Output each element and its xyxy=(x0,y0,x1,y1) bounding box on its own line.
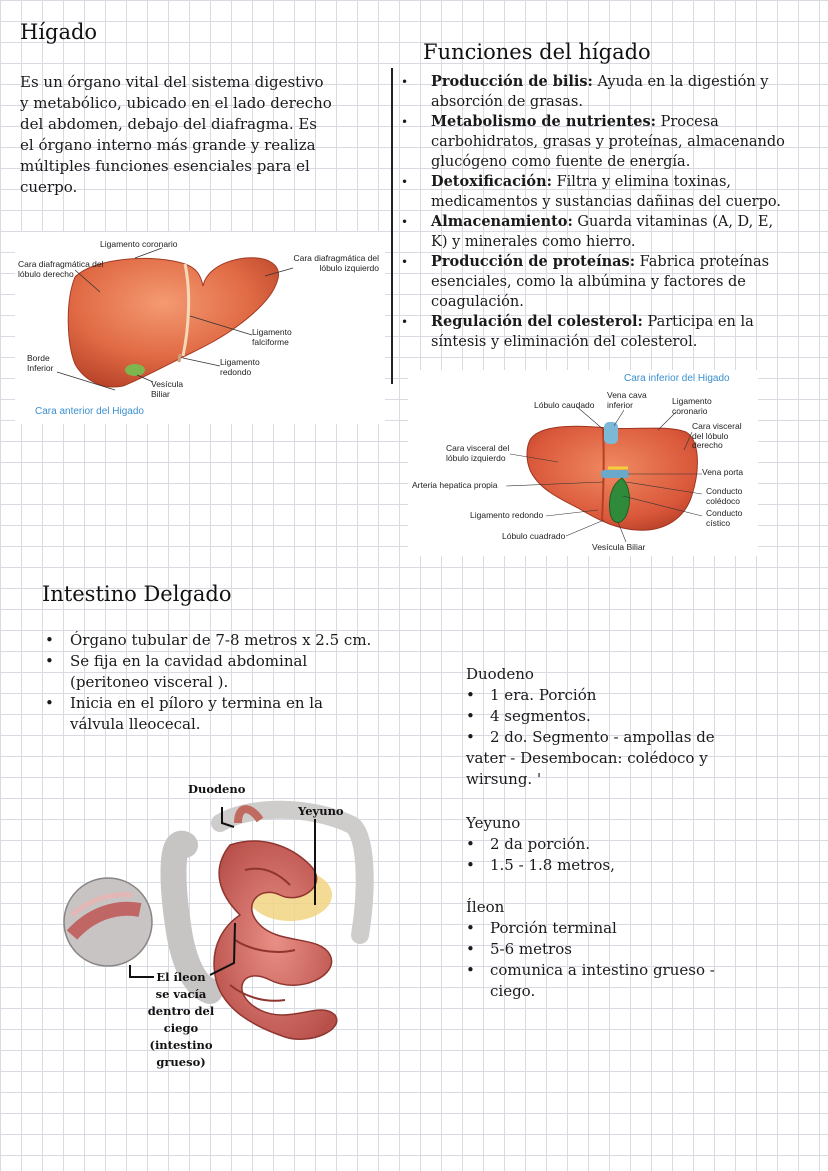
yeyuno-list xyxy=(466,834,811,876)
section-yeyuno xyxy=(466,813,811,876)
function-item: • Metabolismo de nutrientes: Procesa carbohidratos, grasas y proteínas, almacenando glucógeno como fuente de energía. xyxy=(401,113,785,170)
yeyuno-item: • 1.5 - 1.8 metros, xyxy=(466,856,615,874)
liver-anterior-diagram xyxy=(15,232,385,424)
duodeno-tail-line: vater - Desembocan: colédoco y xyxy=(466,749,708,767)
label-coronary-ligament: Ligamento coronario xyxy=(100,239,178,249)
function-item: • Producción de bilis: Ayuda en la digestión y absorción de grasas. xyxy=(401,73,769,110)
label-right-visceral-face: Cara visceral del lóbulo derecho xyxy=(692,421,742,450)
function-item: • Detoxificación: Filtra y elimina toxinas, medicamentos y sustancias dañinas del cuerpo. xyxy=(401,173,781,210)
label-inferior-border: Borde Inferior xyxy=(27,353,54,373)
intro-line: del abdomen, debajo del diafragma. Es xyxy=(20,115,317,133)
intro-line: Es un órgano vital del sistema digestivo xyxy=(20,73,324,91)
duodeno-item: • 1 era. Porción xyxy=(466,686,597,704)
yeyuno-title: Yeyuno xyxy=(466,814,521,832)
inferior-caption: Cara inferior del Higado xyxy=(624,373,730,384)
intro-line: el órgano interno más grande y realiza xyxy=(20,136,316,154)
liver-inferior-diagram xyxy=(408,370,758,556)
duodeno-tail-line: wirsung. ' xyxy=(466,770,542,788)
label-left-visceral-face: Cara visceral del lóbulo izquierdo xyxy=(446,443,510,463)
intestine-bullets xyxy=(45,630,415,735)
ileon-item: • 5-6 metros xyxy=(466,940,572,958)
label-yeyuno: Yeyuno xyxy=(298,804,344,818)
label-quadrate-lobe: Lóbulo cuadrado xyxy=(502,531,566,541)
section-duodeno xyxy=(466,664,811,790)
label-caudate-lobe: Lóbulo caudado xyxy=(534,400,595,410)
function-item: • Almacenamiento: Guarda vitaminas (A, D, E, K) y minerales como hierro. xyxy=(401,213,774,250)
intestine-bullet: • Órgano tubular de 7-8 metros x 2.5 cm. xyxy=(45,631,372,649)
function-item: • Producción de proteínas: Fabrica proteínas esenciales, como la albúmina y factores de coagulación. xyxy=(401,253,770,310)
label-ileon: El íleon se vacía dentro del ciego (intestino grueso) xyxy=(147,970,215,1069)
label-gallbladder: Vesícula Biliar xyxy=(151,379,184,399)
label-portal-vein: Vena porta xyxy=(702,467,744,477)
intestine-bullet: • Se fija en la cavidad abdominal (peritoneo visceral ). xyxy=(45,652,308,691)
label-coronary-ligament-inf: Ligamento coronario xyxy=(672,396,712,416)
duodeno-item: • 4 segmentos. xyxy=(466,707,591,725)
intro-line: cuerpo. xyxy=(20,178,78,196)
liver-intro xyxy=(20,72,332,198)
label-inferior-vena-cava: Vena cava inferior xyxy=(607,390,647,410)
anterior-caption: Cara anterior del Higado xyxy=(35,406,144,417)
ileon-item: • Porción terminal xyxy=(466,919,617,937)
column-divider xyxy=(391,68,393,384)
duodeno-item: • 2 do. Segmento - ampollas de xyxy=(466,728,715,746)
label-round-ligament: Ligamento redondo xyxy=(220,357,260,377)
function-item: • Regulación del colesterol: Participa en la síntesis y eliminación del colesterol. xyxy=(401,313,754,350)
label-falciform-ligament: Ligamento falciforme xyxy=(252,327,292,347)
label-duodeno: Duodeno xyxy=(188,782,246,796)
functions-list xyxy=(401,72,823,352)
duodeno-list xyxy=(466,685,811,748)
functions-title: Funciones del hígado xyxy=(423,40,651,64)
intro-line: múltiples funciones esenciales para el xyxy=(20,157,310,175)
label-round-ligament-inf: Ligamento redondo xyxy=(470,510,544,520)
label-gallbladder-inf: Vesícula Biliar xyxy=(592,542,646,552)
intestine-title: Intestino Delgado xyxy=(42,582,232,606)
section-ileon xyxy=(466,897,811,1002)
label-hepatic-artery: Arteria hepatica propia xyxy=(412,480,498,490)
yeyuno-item: • 2 da porción. xyxy=(466,835,591,853)
intestine-illustration xyxy=(60,775,390,1075)
ileon-list xyxy=(466,918,811,1002)
intestine-bullet: • Inicia en el píloro y termina en la válvula lleocecal. xyxy=(45,694,323,733)
intestine-diagram xyxy=(60,775,390,1075)
liver-title: Hígado xyxy=(20,20,98,44)
ileon-item: • comunica a intestino grueso - ciego. xyxy=(466,961,715,1000)
intro-line: y metabólico, ubicado en el lado derecho xyxy=(20,94,332,112)
label-left-diaphragmatic-face: Cara diafragmática del lóbulo izquierdo xyxy=(293,253,379,273)
duodeno-title: Duodeno xyxy=(466,665,534,683)
ileon-title: Íleon xyxy=(466,898,505,916)
label-right-diaphragmatic-face: Cara diafragmática del lóbulo derecho xyxy=(18,259,104,279)
label-cystic-duct: Conducto cístico xyxy=(706,508,743,528)
label-common-bile-duct: Conducto colédoco xyxy=(706,486,743,506)
